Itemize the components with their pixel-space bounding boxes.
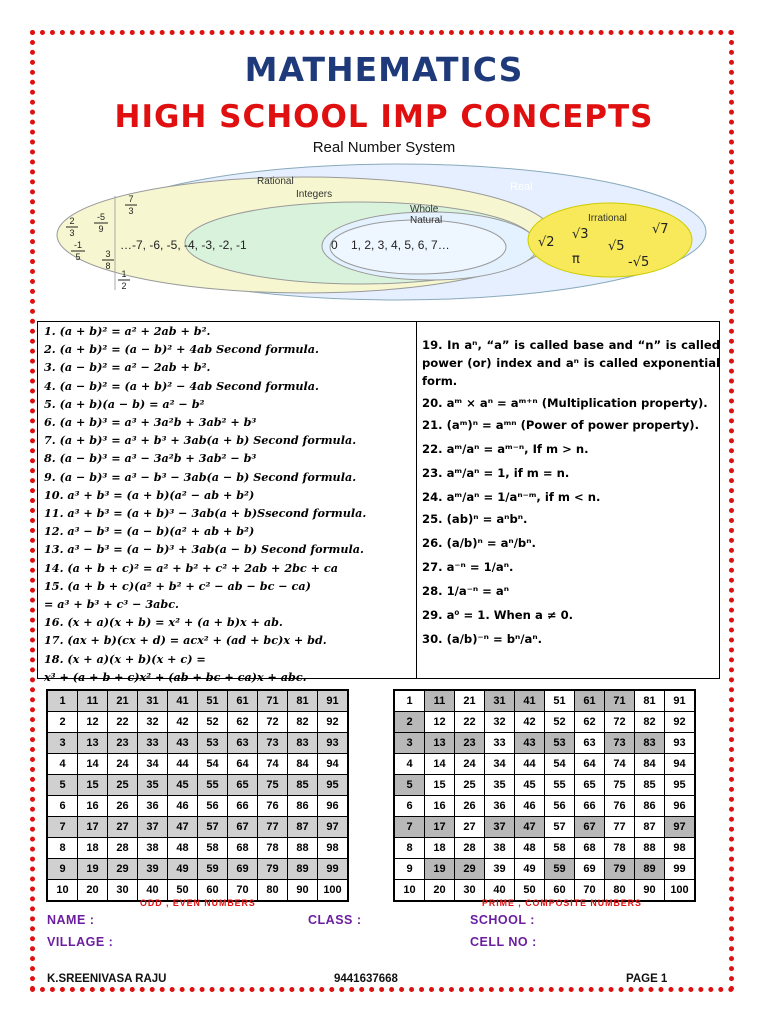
grid-cell: 88 (635, 838, 665, 859)
grid-cell: 78 (258, 838, 288, 859)
grid-cell: 94 (665, 754, 695, 775)
grid-cell: 19 (78, 859, 108, 880)
grid-cell: 15 (78, 775, 108, 796)
grid-cell: 6 (48, 796, 78, 817)
grid-cell: 52 (198, 712, 228, 733)
grid-cell: 22 (455, 712, 485, 733)
grid-cell: 72 (605, 712, 635, 733)
grid-cell: 62 (575, 712, 605, 733)
grid-cell: 80 (605, 880, 635, 901)
grid-cell: 56 (198, 796, 228, 817)
grid-cell: 32 (138, 712, 168, 733)
grid-cell: 79 (258, 859, 288, 880)
grid-cell: 100 (318, 880, 348, 901)
grid-cell: 80 (258, 880, 288, 901)
grid-cell: 13 (78, 733, 108, 754)
grid-cell: 73 (605, 733, 635, 754)
grid-cell: 19 (425, 859, 455, 880)
grid-cell: 88 (288, 838, 318, 859)
page-subtitle: HIGH SCHOOL IMP CONCEPTS (114, 99, 654, 135)
grid-cell: 46 (168, 796, 198, 817)
grid-cell: 20 (425, 880, 455, 901)
grid-cell: 29 (455, 859, 485, 880)
grid-cell: 1 (48, 691, 78, 712)
grid-cell: 16 (425, 796, 455, 817)
author-name: K.SREENIVASA RAJU (47, 973, 167, 985)
grid-cell: 74 (605, 754, 635, 775)
grid-cell: 29 (108, 859, 138, 880)
grid-cell: 54 (198, 754, 228, 775)
fraction-numerator: 7 (128, 194, 134, 204)
grid-cell: 11 (425, 691, 455, 712)
fraction-denominator: 9 (98, 224, 104, 234)
grid-cell: 35 (485, 775, 515, 796)
grid-cell: 6 (395, 796, 425, 817)
grid-cell: 49 (168, 859, 198, 880)
grid-cell: 85 (288, 775, 318, 796)
class-label: CLASS : (308, 913, 362, 927)
grid-cell: 76 (605, 796, 635, 817)
grid-cell: 38 (485, 838, 515, 859)
grid-cell: 52 (545, 712, 575, 733)
formula-line: 20. aᵐ × aⁿ = aᵐ⁺ⁿ (Multiplication property). (422, 396, 708, 410)
grid-cell: 87 (635, 817, 665, 838)
grid-cell: 91 (665, 691, 695, 712)
formula-line: 24. aᵐ/aⁿ = 1/aⁿ⁻ᵐ, if m < n. (422, 490, 601, 504)
grid-cell: 89 (288, 859, 318, 880)
grid-cell: 50 (168, 880, 198, 901)
grid-cell: 65 (575, 775, 605, 796)
grid-cell: 89 (635, 859, 665, 880)
exponent-formulas (418, 336, 720, 648)
natural-label: Natural (410, 215, 443, 226)
real-label: Real (510, 181, 533, 193)
grid-cell: 65 (228, 775, 258, 796)
formula-line: 30. (a/b)⁻ⁿ = bⁿ/aⁿ. (422, 632, 543, 646)
grid-cell: 93 (665, 733, 695, 754)
grid-cell: 49 (515, 859, 545, 880)
grid-cell: 12 (425, 712, 455, 733)
grid-cell: 90 (288, 880, 318, 901)
grid-cell: 34 (138, 754, 168, 775)
grid-cell: 21 (108, 691, 138, 712)
formula-line: 4. (a − b)² = (a + b)² − 4ab Second formula. (44, 378, 319, 393)
grid-cell: 18 (78, 838, 108, 859)
formula-line: 26. (a/b)ⁿ = aⁿ/bⁿ. (422, 536, 536, 550)
grid-cell: 48 (168, 838, 198, 859)
fraction-numerator: -1 (73, 240, 83, 250)
grid-cell: 53 (545, 733, 575, 754)
grid-cell: 26 (108, 796, 138, 817)
fraction-numerator: 3 (105, 249, 111, 259)
grid-cell: 76 (258, 796, 288, 817)
grid-cell: 25 (108, 775, 138, 796)
grid-cell: 77 (605, 817, 635, 838)
grid-cell: 94 (318, 754, 348, 775)
grid-cell: 38 (138, 838, 168, 859)
grid-cell: 74 (258, 754, 288, 775)
cell-label: CELL NO : (470, 935, 537, 949)
grid-cell: 40 (485, 880, 515, 901)
whole-label: Whole (410, 204, 439, 215)
grid-cell: 55 (198, 775, 228, 796)
grid-cell: 67 (575, 817, 605, 838)
grid-cell: 10 (395, 880, 425, 901)
grid-cell: 97 (318, 817, 348, 838)
grid-cell: 77 (258, 817, 288, 838)
grid-cell: 68 (228, 838, 258, 859)
grid-cell: 37 (485, 817, 515, 838)
integers-label: Integers (296, 189, 333, 200)
grid-cell: 83 (288, 733, 318, 754)
real-number-diagram (0, 0, 768, 320)
irrational-value: √2 (538, 235, 555, 250)
grid-cell: 84 (288, 754, 318, 775)
grid-cell: 97 (665, 817, 695, 838)
grid-cell: 2 (395, 712, 425, 733)
irrational-value: √3 (572, 227, 589, 242)
grid-cell: 48 (515, 838, 545, 859)
grid-cell: 8 (48, 838, 78, 859)
grid-cell: 59 (198, 859, 228, 880)
grid-cell: 84 (635, 754, 665, 775)
grid-cell: 18 (425, 838, 455, 859)
grid-cell: 78 (605, 838, 635, 859)
rational-label: Rational (257, 176, 294, 187)
grid-cell: 61 (228, 691, 258, 712)
grid-cell: 30 (108, 880, 138, 901)
grid-cell: 9 (395, 859, 425, 880)
grid-cell: 96 (665, 796, 695, 817)
phone-number: 9441637668 (334, 973, 398, 985)
grid-cell: 54 (545, 754, 575, 775)
grid-cell: 79 (605, 859, 635, 880)
grid-cell: 98 (665, 838, 695, 859)
village-label: VILLAGE : (47, 935, 114, 949)
grid-cell: 85 (635, 775, 665, 796)
grid-cell: 42 (168, 712, 198, 733)
grid-cell: 27 (455, 817, 485, 838)
formula-line: 27. a⁻ⁿ = 1/aⁿ. (422, 560, 514, 574)
formula-line: = a³ + b³ + c³ − 3abc. (44, 597, 179, 612)
grid-cell: 55 (545, 775, 575, 796)
grid-cell: 44 (168, 754, 198, 775)
grid-cell: 47 (515, 817, 545, 838)
formula-line: 5. (a + b)(a − b) = a² − b² (44, 396, 205, 411)
grid-cell: 95 (665, 775, 695, 796)
grid-cell: 28 (455, 838, 485, 859)
formula-line: 1. (a + b)² = a² + 2ab + b². (44, 324, 211, 338)
formula-divider (416, 321, 417, 679)
prime-composite-grid (393, 689, 696, 902)
grid-cell: 96 (318, 796, 348, 817)
grid-cell: 47 (168, 817, 198, 838)
grid-cell: 99 (665, 859, 695, 880)
grid-cell: 60 (198, 880, 228, 901)
fraction-numerator: 2 (69, 216, 75, 226)
grid-cell: 66 (228, 796, 258, 817)
grid-cell: 31 (138, 691, 168, 712)
formula-line: 12. a³ − b³ = (a − b)(a² + ab + b²) (44, 524, 255, 539)
grid-cell: 32 (485, 712, 515, 733)
grid-cell: 63 (228, 733, 258, 754)
fraction-denominator: 5 (75, 252, 81, 262)
grid-cell: 4 (395, 754, 425, 775)
grid-cell: 15 (425, 775, 455, 796)
grid-cell: 34 (485, 754, 515, 775)
grid-cell: 11 (78, 691, 108, 712)
grid-cell: 41 (168, 691, 198, 712)
fraction-denominator: 8 (105, 261, 111, 271)
grid-cell: 43 (515, 733, 545, 754)
grid-cell: 75 (258, 775, 288, 796)
grid-cell: 75 (605, 775, 635, 796)
grid-cell: 58 (198, 838, 228, 859)
grid-cell: 9 (48, 859, 78, 880)
grid-cell: 33 (485, 733, 515, 754)
grid-cell: 42 (515, 712, 545, 733)
fraction-denominator: 2 (121, 281, 127, 291)
grid-cell: 45 (515, 775, 545, 796)
formula-line: 17. (ax + b)(cx + d) = acx² + (ad + bc)x + bd. (44, 633, 327, 648)
grid-cell: 67 (228, 817, 258, 838)
grid-cell: 31 (485, 691, 515, 712)
grid-cell: 95 (318, 775, 348, 796)
formula-line: 25. (ab)ⁿ = aⁿbⁿ. (422, 512, 528, 526)
formula-line: 19. In aⁿ, “a” is called base and “n” is called power (or) index and aⁿ is called exponential form. (422, 338, 720, 388)
school-label: SCHOOL : (470, 913, 535, 927)
grid-cell: 1 (395, 691, 425, 712)
grid-cell: 86 (288, 796, 318, 817)
grid-cell: 30 (455, 880, 485, 901)
grid-cell: 14 (425, 754, 455, 775)
grid-cell: 72 (258, 712, 288, 733)
natural-numbers: 1, 2, 3, 4, 5, 6, 7… (351, 238, 450, 252)
grid-cell: 26 (455, 796, 485, 817)
grid-cell: 3 (395, 733, 425, 754)
prime-composite-caption: PRIME , COMPOSITE NUMBERS (482, 898, 642, 908)
formula-line: 11. a³ + b³ = (a + b)³ − 3ab(a + b)Ssecond formula. (44, 506, 367, 521)
grid-cell: 45 (168, 775, 198, 796)
grid-cell: 59 (545, 859, 575, 880)
page-number: PAGE 1 (626, 973, 668, 985)
grid-cell: 68 (575, 838, 605, 859)
grid-cell: 23 (108, 733, 138, 754)
grid-cell: 36 (485, 796, 515, 817)
grid-cell: 61 (575, 691, 605, 712)
grid-cell: 98 (318, 838, 348, 859)
algebra-formulas (38, 322, 416, 686)
grid-cell: 86 (635, 796, 665, 817)
grid-cell: 83 (635, 733, 665, 754)
grid-cell: 60 (545, 880, 575, 901)
grid-cell: 36 (138, 796, 168, 817)
grid-cell: 17 (425, 817, 455, 838)
formula-line: 7. (a + b)³ = a³ + b³ + 3ab(a + b) Second formula. (44, 433, 357, 448)
grid-cell: 39 (485, 859, 515, 880)
grid-cell: 92 (665, 712, 695, 733)
grid-cell: 20 (78, 880, 108, 901)
grid-cell: 5 (48, 775, 78, 796)
formula-line: 9. (a − b)³ = a³ − b³ − 3ab(a − b) Second formula. (44, 469, 357, 484)
irrational-label: Irrational (588, 213, 627, 224)
grid-cell: 51 (545, 691, 575, 712)
grid-cell: 25 (455, 775, 485, 796)
grid-cell: 7 (48, 817, 78, 838)
grid-cell: 40 (138, 880, 168, 901)
formula-line: 18. (x + a)(x + b)(x + c) = (44, 651, 206, 666)
grid-cell: 69 (228, 859, 258, 880)
grid-cell: 64 (228, 754, 258, 775)
grid-cell: 91 (318, 691, 348, 712)
grid-cell: 63 (575, 733, 605, 754)
grid-cell: 4 (48, 754, 78, 775)
irrational-value: √5 (608, 239, 625, 254)
grid-cell: 100 (665, 880, 695, 901)
grid-cell: 10 (48, 880, 78, 901)
formula-line: 21. (aᵐ)ⁿ = aᵐⁿ (Power of power property). (422, 418, 699, 432)
odd-even-grid (46, 689, 349, 902)
formula-line: 8. (a − b)³ = a³ − 3a²b + 3ab² − b³ (44, 451, 257, 466)
grid-cell: 5 (395, 775, 425, 796)
grid-cell: 14 (78, 754, 108, 775)
grid-cell: 13 (425, 733, 455, 754)
fraction-numerator: -5 (96, 212, 106, 222)
grid-cell: 16 (78, 796, 108, 817)
name-label: NAME : (47, 913, 95, 927)
grid-cell: 73 (258, 733, 288, 754)
grid-cell: 87 (288, 817, 318, 838)
grid-cell: 56 (545, 796, 575, 817)
page-title: MATHEMATICS (244, 50, 524, 89)
odd-even-caption: ODD , EVEN NUMBERS (140, 898, 256, 908)
grid-cell: 90 (635, 880, 665, 901)
fraction-numerator: 1 (121, 269, 127, 279)
grid-cell: 57 (545, 817, 575, 838)
grid-cell: 82 (288, 712, 318, 733)
grid-cell: 2 (48, 712, 78, 733)
grid-cell: 8 (395, 838, 425, 859)
grid-cell: 3 (48, 733, 78, 754)
formula-line: 16. (x + a)(x + b) = x² + (a + b)x + ab. (44, 615, 283, 630)
grid-cell: 81 (635, 691, 665, 712)
grid-cell: 24 (455, 754, 485, 775)
irrational-value: -√5 (628, 255, 650, 270)
grid-cell: 70 (228, 880, 258, 901)
grid-cell: 35 (138, 775, 168, 796)
negative-integers: …-7, -6, -5, -4, -3, -2, -1 (120, 238, 247, 252)
zero-value: 0 (331, 238, 338, 252)
formula-line: 3. (a − b)² = a² − 2ab + b². (44, 360, 211, 375)
grid-cell: 51 (198, 691, 228, 712)
grid-cell: 71 (258, 691, 288, 712)
grid-cell: 71 (605, 691, 635, 712)
grid-cell: 46 (515, 796, 545, 817)
formula-line: x³ + (a + b + c)x² + (ab + bc + ca)x + abc. (44, 669, 307, 684)
grid-cell: 58 (545, 838, 575, 859)
grid-cell: 27 (108, 817, 138, 838)
grid-cell: 22 (108, 712, 138, 733)
grid-cell: 17 (78, 817, 108, 838)
grid-cell: 82 (635, 712, 665, 733)
formula-line: 13. a³ − b³ = (a − b)³ + 3ab(a − b) Second formula. (44, 542, 364, 557)
formula-line: 28. 1/a⁻ⁿ = aⁿ (422, 584, 509, 598)
grid-cell: 99 (318, 859, 348, 880)
grid-cell: 24 (108, 754, 138, 775)
section-heading: Real Number System (312, 139, 456, 156)
grid-cell: 33 (138, 733, 168, 754)
grid-cell: 92 (318, 712, 348, 733)
grid-cell: 93 (318, 733, 348, 754)
irrational-value: π (572, 252, 580, 267)
grid-cell: 44 (515, 754, 545, 775)
formula-line: 29. a⁰ = 1. When a ≠ 0. (422, 608, 574, 622)
grid-cell: 28 (108, 838, 138, 859)
grid-cell: 39 (138, 859, 168, 880)
formula-line: 22. aᵐ/aⁿ = aᵐ⁻ⁿ, If m > n. (422, 442, 589, 456)
grid-cell: 41 (515, 691, 545, 712)
grid-cell: 12 (78, 712, 108, 733)
grid-cell: 53 (198, 733, 228, 754)
formula-line: 23. aᵐ/aⁿ = 1, if m = n. (422, 466, 570, 480)
grid-cell: 57 (198, 817, 228, 838)
formula-line: 10. a³ + b³ = (a + b)(a² − ab + b²) (44, 487, 255, 502)
formula-line: 2. (a + b)² = (a − b)² + 4ab Second formula. (44, 342, 319, 357)
grid-cell: 81 (288, 691, 318, 712)
fraction-denominator: 3 (69, 228, 75, 238)
grid-cell: 62 (228, 712, 258, 733)
irrational-value: √7 (652, 222, 669, 237)
grid-cell: 69 (575, 859, 605, 880)
grid-cell: 70 (575, 880, 605, 901)
grid-cell: 37 (138, 817, 168, 838)
formula-line: 14. (a + b + c)² = a² + b² + c² + 2ab + 2bc + ca (44, 560, 338, 575)
formula-line: 6. (a + b)³ = a³ + 3a²b + 3ab² + b³ (44, 415, 257, 430)
grid-cell: 66 (575, 796, 605, 817)
formula-line: 15. (a + b + c)(a² + b² + c² − ab − bc − ca) (44, 578, 311, 593)
grid-cell: 43 (168, 733, 198, 754)
grid-cell: 21 (455, 691, 485, 712)
grid-cell: 7 (395, 817, 425, 838)
grid-cell: 50 (515, 880, 545, 901)
grid-cell: 23 (455, 733, 485, 754)
fraction-denominator: 3 (128, 206, 134, 216)
grid-cell: 64 (575, 754, 605, 775)
